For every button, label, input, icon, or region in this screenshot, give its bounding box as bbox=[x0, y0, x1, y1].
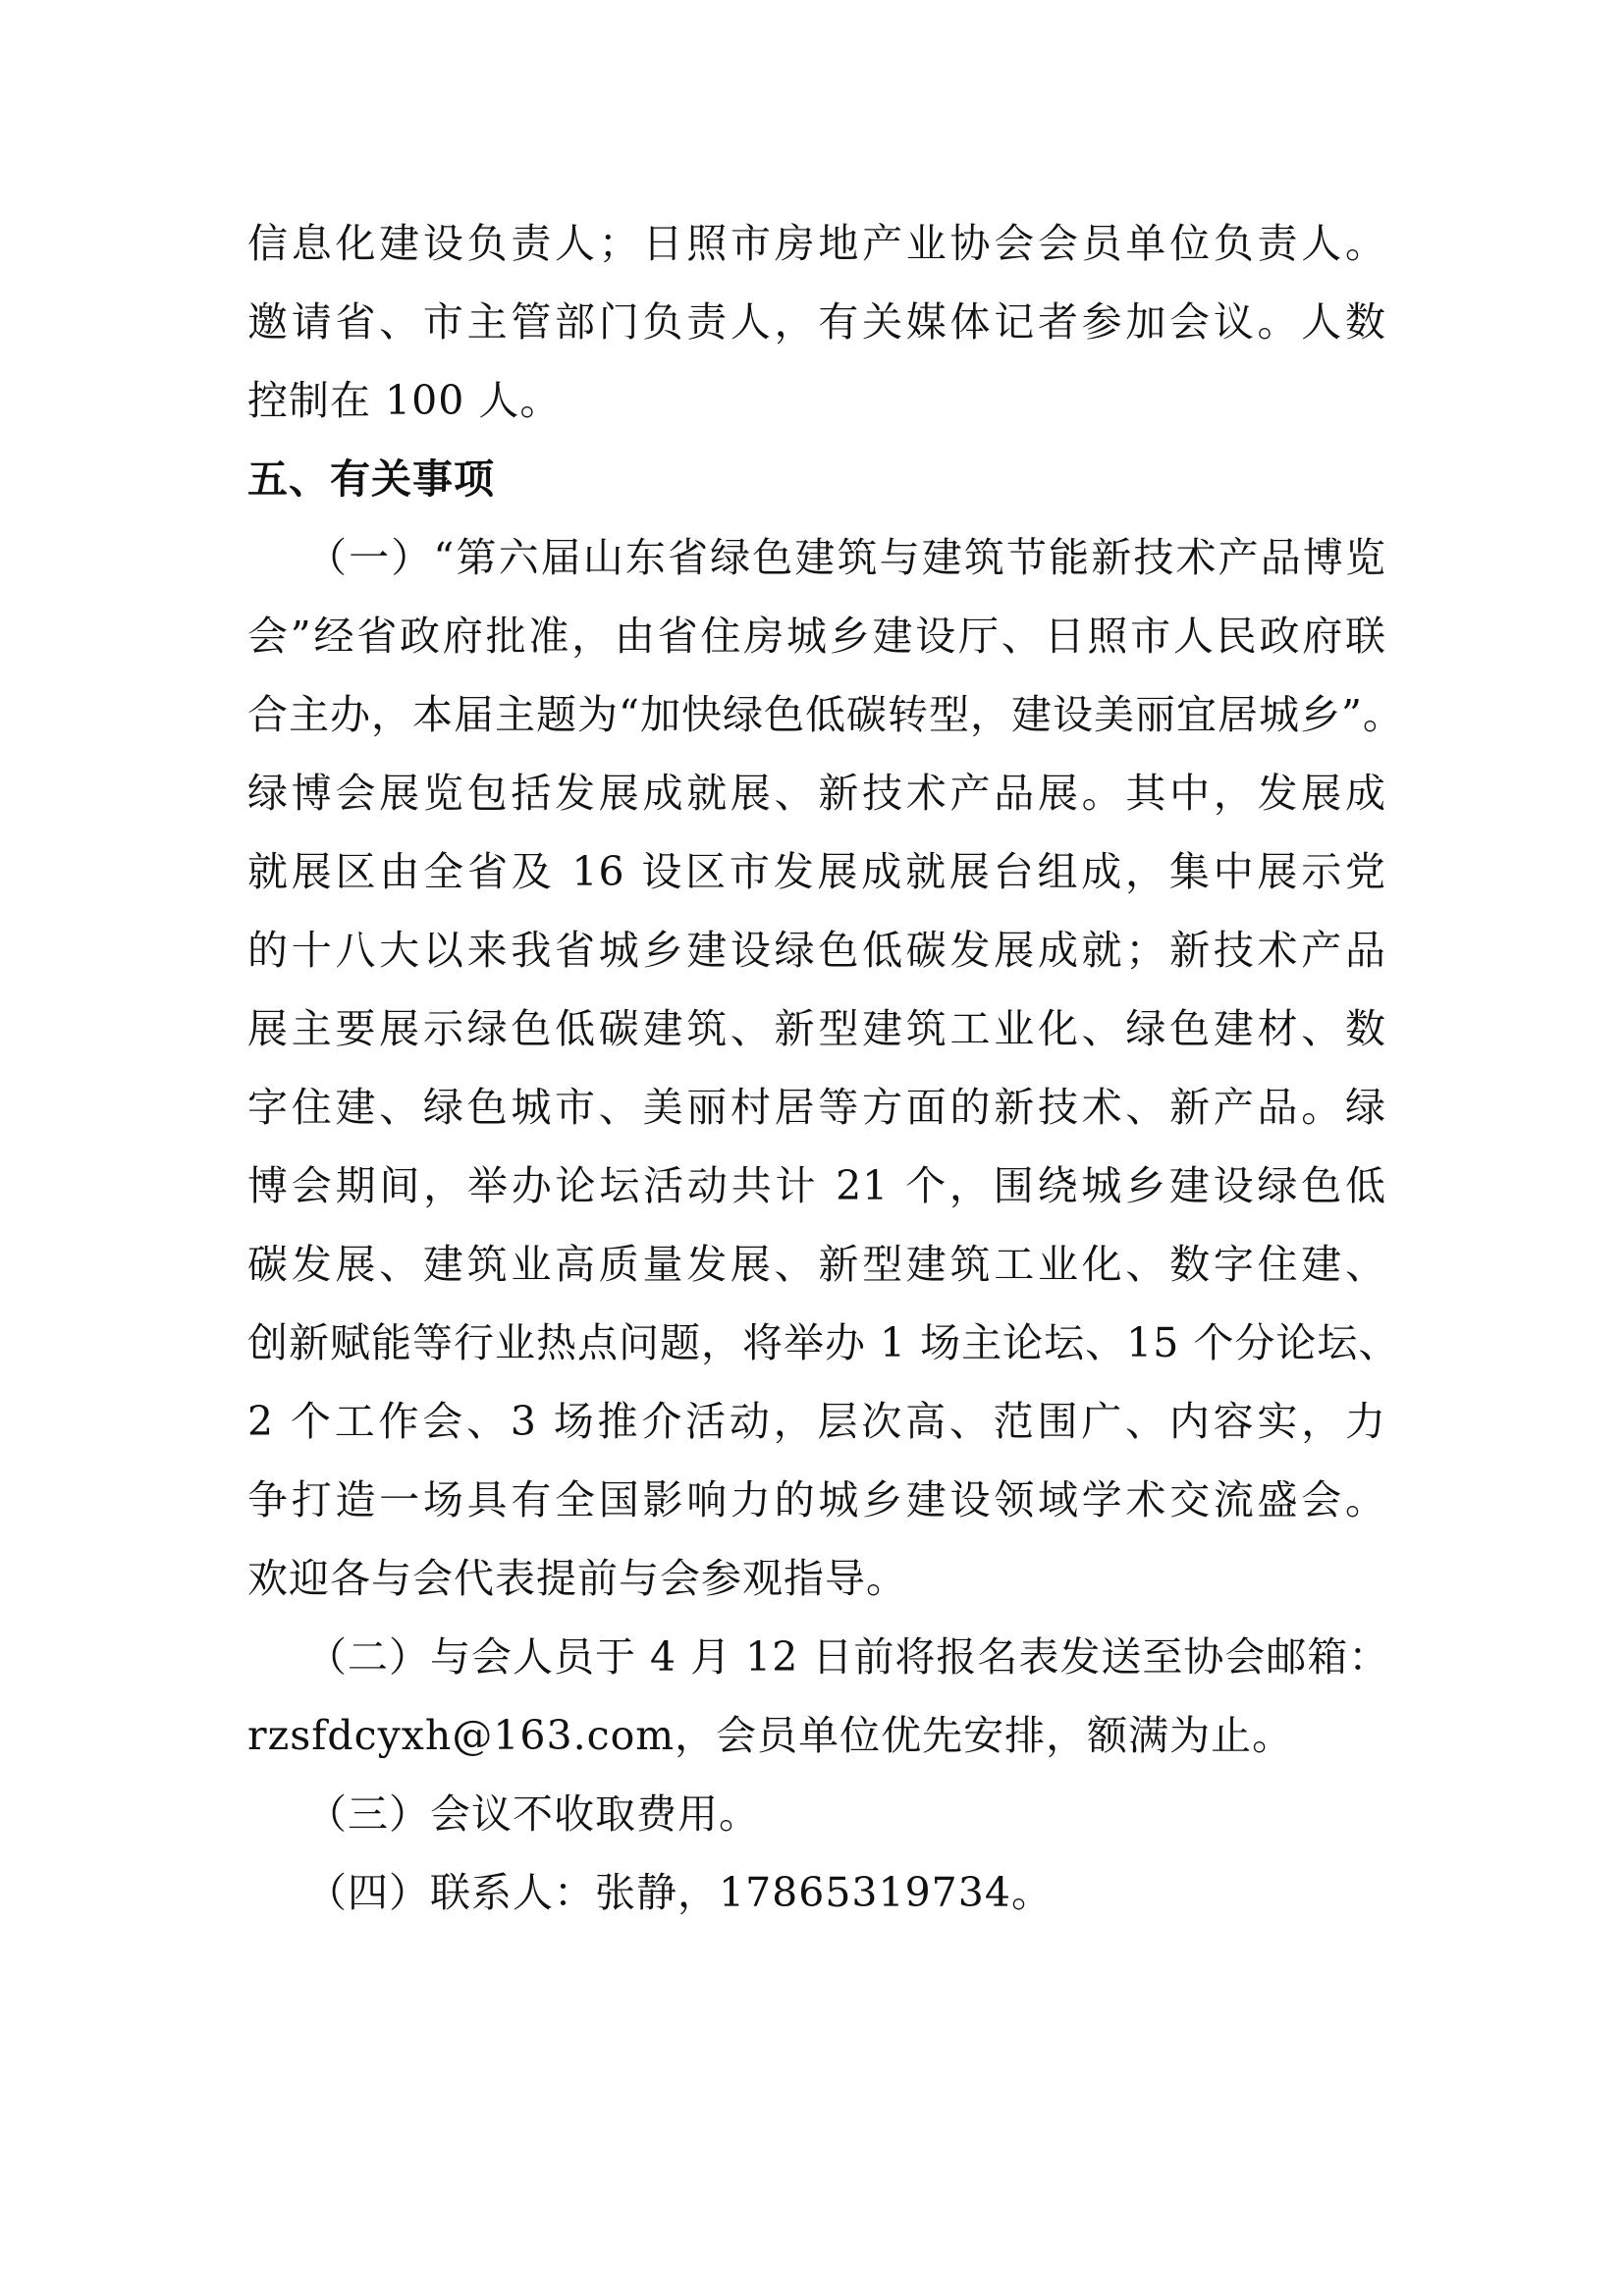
text-line: 信息化建设负责人；日照市房地产业协会会员单位负责人。 bbox=[247, 220, 1386, 267]
section-heading: 五、有关事项 bbox=[247, 455, 495, 503]
text-line: 的十八大以来我省城乡建设绿色低碳发展成就；新技术产品 bbox=[247, 927, 1386, 974]
text-line: 邀请省、市主管部门负责人，有关媒体记者参加会议。人数 bbox=[247, 298, 1386, 346]
text-line: 控制在 100 人。 bbox=[247, 377, 562, 424]
text-line: （二）与会人员于 4 月 12 日前将报名表发送至协会邮箱： bbox=[306, 1633, 1390, 1681]
text-line: 合主办，本届主题为“加快绿色低碳转型，建设美丽宜居城乡”。 bbox=[247, 691, 1404, 738]
text-line-email: rzsfdcyxh@163.com，会员单位优先安排，额满为止。 bbox=[247, 1712, 1294, 1759]
text-line: 绿博会展览包括发展成就展、新技术产品展。其中，发展成 bbox=[247, 770, 1386, 817]
text-line: 就展区由全省及 16 设区市发展成就展台组成，集中展示党 bbox=[247, 848, 1386, 895]
text-line: 会”经省政府批准，由省住房城乡建设厅、日照市人民政府联 bbox=[247, 613, 1386, 660]
intro-paragraph bbox=[247, 204, 1386, 440]
text-line: 2 个工作会、3 场推介活动，层次高、范围广、内容实，力 bbox=[247, 1398, 1386, 1445]
text-line: 博会期间，举办论坛活动共计 21 个，围绕城乡建设绿色低 bbox=[247, 1162, 1386, 1209]
document-page bbox=[247, 204, 1404, 1932]
item-1-paragraph bbox=[247, 518, 1404, 1618]
text-line: 创新赋能等行业热点问题，将举办 1 场主论坛、15 个分论坛、 bbox=[247, 1319, 1400, 1366]
item-3-paragraph: （三）会议不收取费用。 bbox=[306, 1790, 760, 1838]
text-line: 碳发展、建筑业高质量发展、新型建筑工业化、数字住建、 bbox=[247, 1241, 1386, 1288]
item-2-paragraph bbox=[247, 1618, 1390, 1775]
text-line: 欢迎各与会代表提前与会参观指导。 bbox=[247, 1555, 907, 1602]
text-line: （一）“第六届山东省绿色建筑与建筑节能新技术产品博览 bbox=[306, 534, 1386, 581]
text-line: 展主要展示绿色低碳建筑、新型建筑工业化、绿色建材、数 bbox=[247, 1005, 1386, 1052]
text-line: 争打造一场具有全国影响力的城乡建设领域学术交流盛会。 bbox=[247, 1476, 1386, 1523]
text-line: 字住建、绿色城市、美丽村居等方面的新技术、新产品。绿 bbox=[247, 1084, 1386, 1131]
item-4-paragraph: （四）联系人：张静，17865319734。 bbox=[306, 1869, 1053, 1916]
